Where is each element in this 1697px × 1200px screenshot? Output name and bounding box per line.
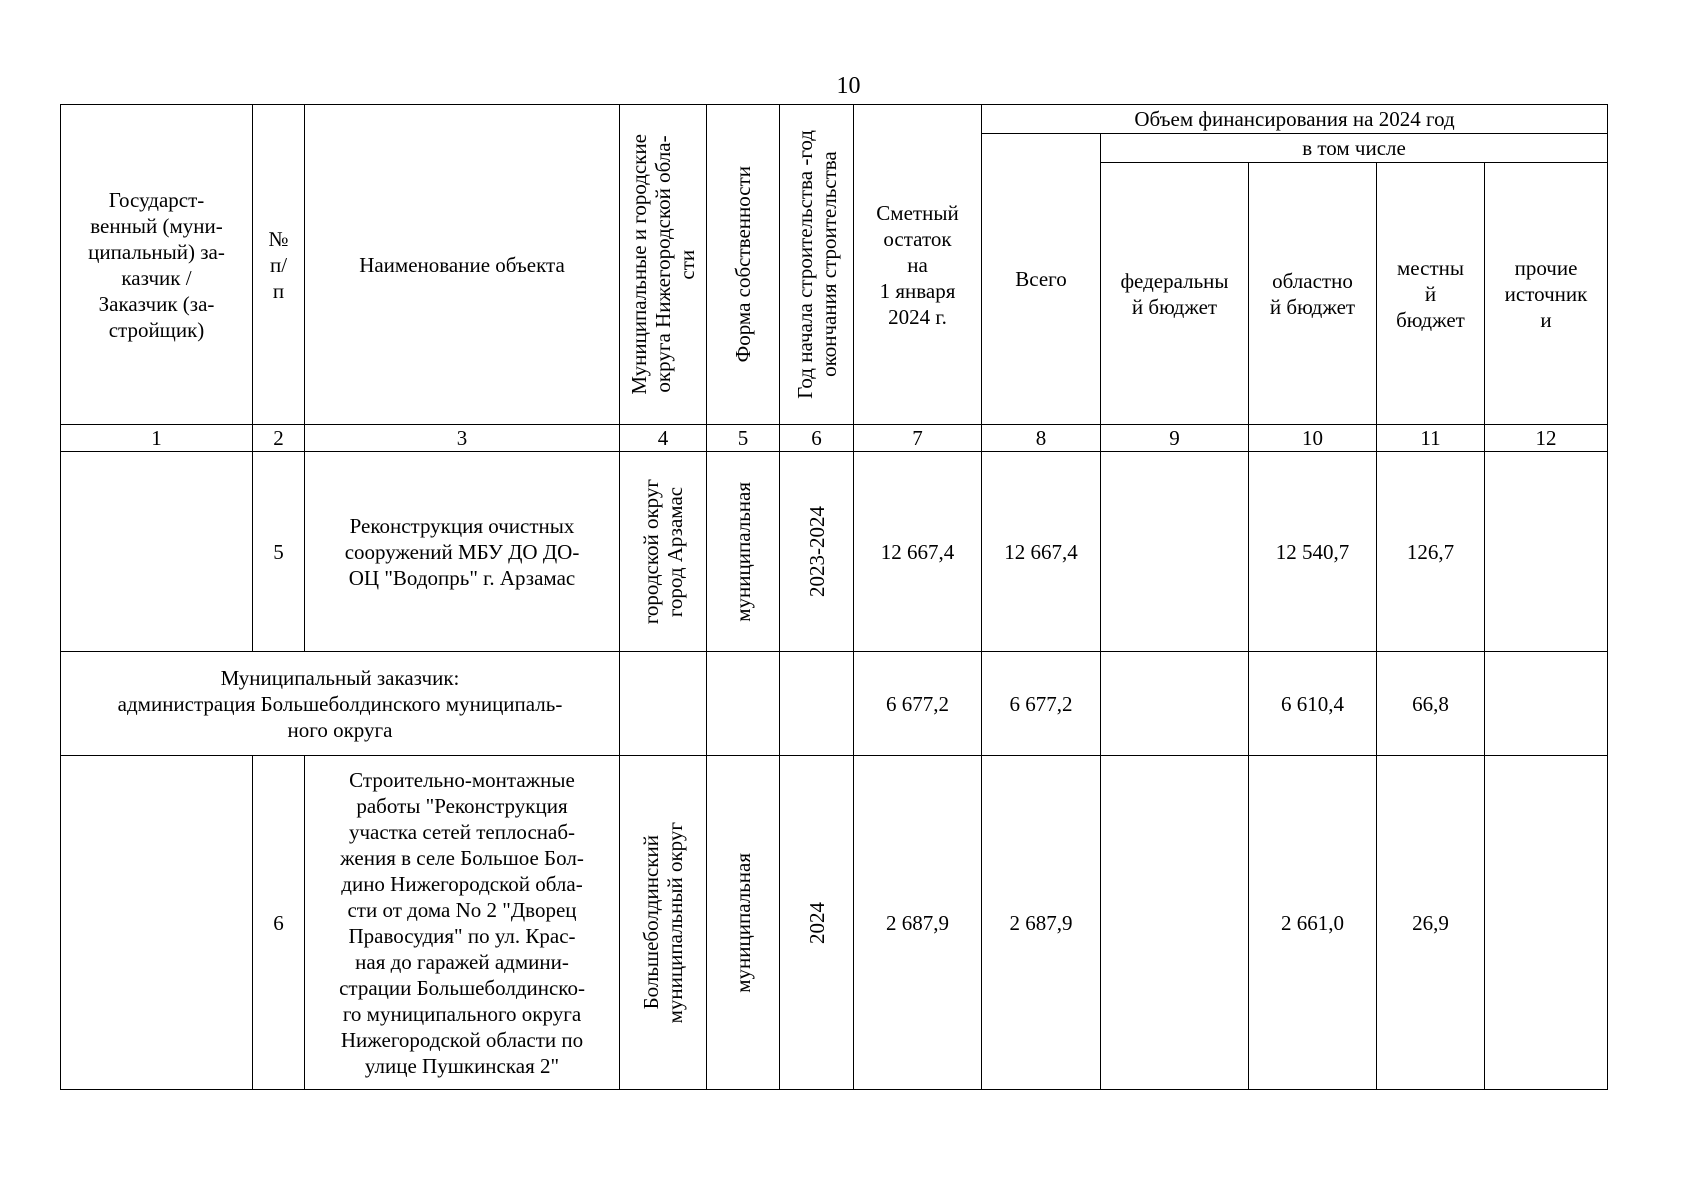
- column-number: 10: [1249, 425, 1377, 452]
- row-years-cell: [780, 756, 854, 1090]
- row-other: [1485, 756, 1608, 1090]
- header-funding-title: Объем финансирования на 2024 год: [982, 105, 1608, 134]
- row-ownership: муниципальная: [731, 481, 755, 622]
- row-customer-group: Муниципальный заказчик: администрация Большеболдинского муниципаль- ного округа: [61, 652, 620, 756]
- row-municipality-cell: [620, 452, 707, 652]
- column-number: 8: [982, 425, 1101, 452]
- column-number: 2: [253, 425, 305, 452]
- row-regional: 6 610,4: [1249, 652, 1377, 756]
- row-ownership-cell: [707, 756, 780, 1090]
- row-years: 2024: [804, 901, 829, 944]
- row-municipality: городской округ город Арзамас: [639, 478, 687, 625]
- header-customer: Государст- венный (муни- ципальный) за- казчик / Заказчик (за- стройщик): [61, 105, 253, 425]
- column-number: 6: [780, 425, 854, 452]
- row-object-name: Строительно-монтажные работы "Реконструкция участка сетей теплоснаб- жения в селе Большое Бол- дино Нижегородской обла- сти от дома No 2 "Дворец Правосудия" по ул. Крас- ная до гаражей админи- страции Большеболдинско- го муниципального округа Нижегородской области по улице Пушкинская 2": [305, 756, 620, 1090]
- column-number: 5: [707, 425, 780, 452]
- column-number: 12: [1485, 425, 1608, 452]
- column-number: 9: [1101, 425, 1249, 452]
- row-municipality: Большеболдинский муниципальный округ: [639, 821, 687, 1024]
- row-other: [1485, 652, 1608, 756]
- row-federal: [1101, 452, 1249, 652]
- row-other: [1485, 452, 1608, 652]
- header-object-name: Наименование объекта: [305, 105, 620, 425]
- row-federal: [1101, 756, 1249, 1090]
- header-years: Год начала строительства -год окончания строительства: [792, 130, 841, 399]
- header-total: Всего: [982, 134, 1101, 425]
- row-ownership: муниципальная: [731, 852, 755, 993]
- header-number: № п/ п: [253, 105, 305, 425]
- row-municipality: [620, 652, 707, 756]
- column-number: 1: [61, 425, 253, 452]
- table-row-object-5: [61, 452, 1608, 652]
- header-ownership: Форма собственности: [731, 166, 755, 363]
- row-object-name: Реконструкция очистных сооружений МБУ ДО ДО- ОЦ "Водопрь" г. Арзамас: [305, 452, 620, 652]
- row-years-cell: [780, 452, 854, 652]
- row-customer: [61, 452, 253, 652]
- header-estimate: Сметный остаток на 1 января 2024 г.: [854, 105, 982, 425]
- row-years: 2023-2024: [804, 506, 829, 597]
- row-ownership-cell: [707, 452, 780, 652]
- investment-program-table: [60, 104, 1608, 1090]
- header-ownership-cell: [707, 105, 780, 425]
- row-federal: [1101, 652, 1249, 756]
- column-number: 11: [1377, 425, 1485, 452]
- row-number: 6: [253, 756, 305, 1090]
- column-number: 3: [305, 425, 620, 452]
- header-federal: федеральны й бюджет: [1101, 163, 1249, 425]
- row-total: 2 687,9: [982, 756, 1101, 1090]
- table-row-customer-group: [61, 652, 1608, 756]
- column-number: 7: [854, 425, 982, 452]
- row-local: 126,7: [1377, 452, 1485, 652]
- row-estimate: 2 687,9: [854, 756, 982, 1090]
- row-regional: 12 540,7: [1249, 452, 1377, 652]
- header-municipality: Муниципальные и городские округа Нижегородской обла- сти: [627, 134, 699, 395]
- row-local: 66,8: [1377, 652, 1485, 756]
- header-including: в том числе: [1101, 134, 1608, 163]
- page-number: 10: [836, 73, 861, 99]
- row-municipality-cell: [620, 756, 707, 1090]
- header-years-cell: [780, 105, 854, 425]
- row-customer: [61, 756, 253, 1090]
- header-regional: областно й бюджет: [1249, 163, 1377, 425]
- header-row-1: [61, 105, 1608, 134]
- row-number: 5: [253, 452, 305, 652]
- row-ownership: [707, 652, 780, 756]
- row-total: 6 677,2: [982, 652, 1101, 756]
- row-years: [780, 652, 854, 756]
- column-number-row: [61, 425, 1608, 452]
- row-local: 26,9: [1377, 756, 1485, 1090]
- table-row-object-6: [61, 756, 1608, 1090]
- header-municipality-cell: [620, 105, 707, 425]
- header-local: местны й бюджет: [1377, 163, 1485, 425]
- column-number: 4: [620, 425, 707, 452]
- row-total: 12 667,4: [982, 452, 1101, 652]
- row-estimate: 12 667,4: [854, 452, 982, 652]
- row-estimate: 6 677,2: [854, 652, 982, 756]
- header-other: прочие источник и: [1485, 163, 1608, 425]
- row-regional: 2 661,0: [1249, 756, 1377, 1090]
